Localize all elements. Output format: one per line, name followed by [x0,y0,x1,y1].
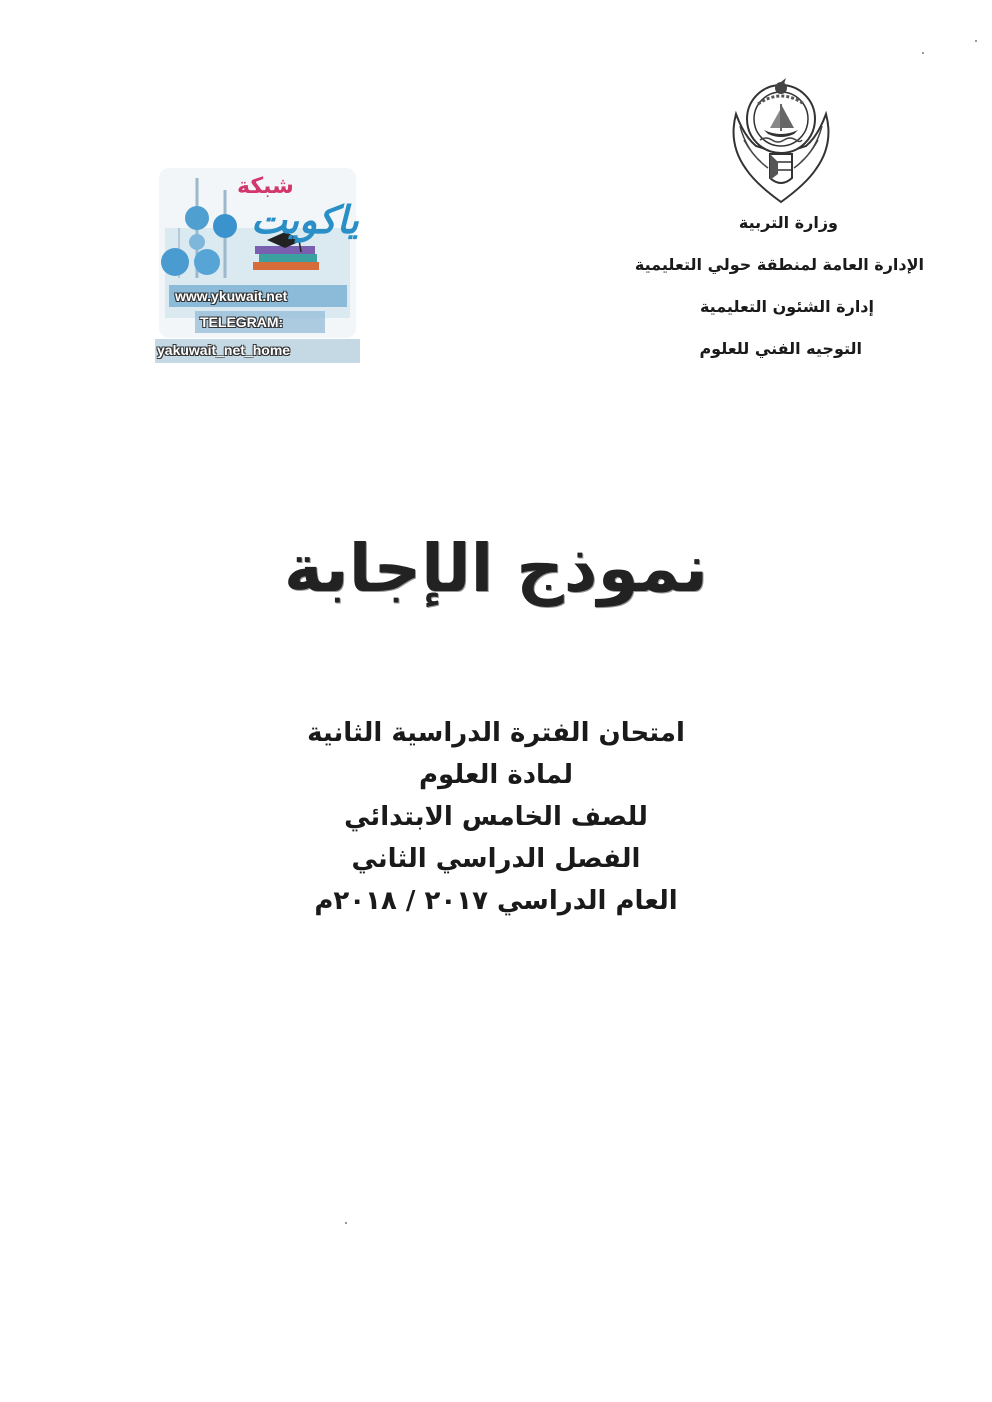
exam-info [0,712,992,922]
ministry-name: وزارة التربية [738,213,838,232]
site-telegram-handle: yakuwait_net_home [157,342,291,358]
district-admin: الإدارة العامة لمنطقة حولي التعليمية [634,255,924,274]
site-telegram-label: TELEGRAM: [200,314,284,330]
exam-grade: للصف الخامس الابتدائي [344,802,648,832]
educational-affairs-admin: إدارة الشئون التعليمية [699,297,874,316]
site-brand-line2: ياكويت [251,198,359,242]
exam-subject: لمادة العلوم [418,760,574,790]
kuwait-emblem-icon [726,74,836,204]
exam-year: العام الدراسي ٢٠١٧ / ٢٠١٨م [314,886,678,916]
site-url: www.ykuwait.net [175,288,288,304]
page-title: نموذج الإجابة [283,530,709,607]
exam-period: امتحان الفترة الدراسية الثانية [307,718,685,748]
exam-semester: الفصل الدراسي الثاني [351,844,641,874]
science-guidance: التوجيه الفني للعلوم [699,339,862,358]
site-brand-line1: شبكة [237,174,294,199]
site-logo [155,168,360,368]
scan-speck [975,40,977,42]
scan-speck [922,52,924,54]
scan-speck [345,1222,347,1224]
